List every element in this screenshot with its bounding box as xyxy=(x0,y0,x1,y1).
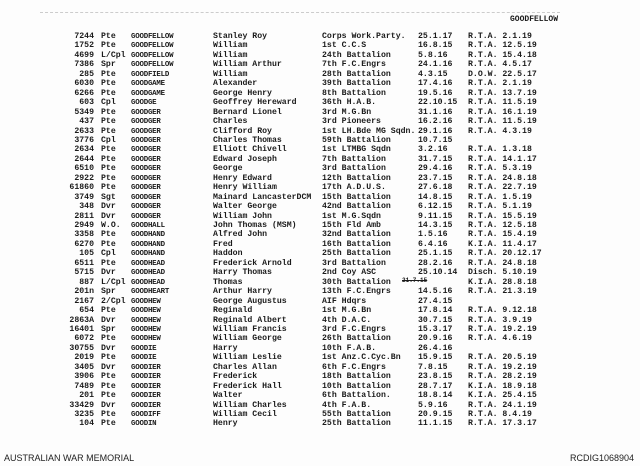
given-names: William Charles xyxy=(213,400,287,410)
surname: GOODIE xyxy=(131,354,157,363)
service-number: 6511 xyxy=(74,258,94,268)
given-names: Charles xyxy=(213,117,248,127)
rank: Dvr xyxy=(101,202,116,212)
unit: 2nd Coy ASC xyxy=(322,268,377,278)
fate: K.I.A. 18.9.18 xyxy=(468,381,537,391)
given-names: William George xyxy=(213,334,282,344)
unit: 32nd Battalion xyxy=(322,230,391,240)
fate: R.T.A. 3.9.19 xyxy=(468,315,532,325)
fate: R.T.A. 15.4.18 xyxy=(468,50,537,60)
service-number: 603 xyxy=(79,98,94,108)
unit: 42nd Battalion xyxy=(322,202,391,212)
given-names: Alfred John xyxy=(213,230,268,240)
given-names: William xyxy=(213,69,248,79)
fate: R.T.A. 17.3.17 xyxy=(468,419,537,429)
unit: 3rd Battalion xyxy=(322,258,386,268)
service-number: 887 xyxy=(79,277,94,287)
rank: Pte xyxy=(101,32,116,41)
given-names: William xyxy=(213,41,248,51)
rank: Spr xyxy=(101,60,116,70)
surname: GOODHEW xyxy=(131,316,161,325)
fate: R.T.A. 12.5.18 xyxy=(468,221,537,230)
given-names: Thomas xyxy=(213,277,243,287)
surname: GOODIE xyxy=(131,344,157,353)
service-number: 201 xyxy=(79,391,94,401)
unit: 15th Battalion xyxy=(322,192,391,202)
enlistment-date: 28.2.16 xyxy=(418,258,453,268)
unit: 10th F.A.B. xyxy=(322,343,377,353)
unit: 4th D.A.C. xyxy=(322,315,372,325)
unit: 7th F.C.Engrs xyxy=(322,60,386,70)
enlistment-date: 17.8.14 xyxy=(418,306,453,316)
service-number: 6266 xyxy=(74,88,94,98)
unit: 3rd Pioneers xyxy=(322,117,381,127)
given-names: Haddon xyxy=(213,249,243,259)
rank: Pte xyxy=(101,145,116,155)
given-names: Reginald Albert xyxy=(213,315,287,325)
fate: D.O.W. 22.5.17 xyxy=(468,69,537,79)
surname: GOODIER xyxy=(131,373,161,382)
unit: 6th Battalion. xyxy=(322,391,391,401)
given-names: Harry Thomas xyxy=(213,268,272,278)
enlistment-date: 22.10.15 xyxy=(418,98,458,108)
given-names: Mainard LancasterDCM xyxy=(213,192,312,202)
fate: R.T.A. 1.3.18 xyxy=(468,145,532,155)
enlistment-date: 5.8.16 xyxy=(418,50,448,60)
given-names: George Augustus xyxy=(213,296,287,306)
rank: Dvr xyxy=(101,268,116,278)
surname: GOODHEAD xyxy=(131,259,165,268)
fate: R.T.A. 2.1.19 xyxy=(468,79,532,89)
given-names: Stanley Roy xyxy=(213,32,268,41)
unit: 13th F.C.Engrs xyxy=(322,287,391,297)
rank: Pte xyxy=(101,69,116,79)
enlistment-date: 5.9.16 xyxy=(418,400,448,410)
service-number: 5349 xyxy=(74,107,94,117)
surname: GOODGAME xyxy=(131,89,165,98)
rank: Pte xyxy=(101,239,116,249)
unit: 59th Battalion xyxy=(322,135,391,145)
service-number: 61860 xyxy=(69,183,94,193)
given-names: Frederick xyxy=(213,372,258,382)
fate: R.T.A. 9.12.18 xyxy=(468,306,537,316)
surname: GOODIER xyxy=(131,392,161,401)
fate: R.T.A. 24.1.19 xyxy=(468,400,537,410)
service-number: 348 xyxy=(79,202,94,212)
enlistment-date: 28.7.17 xyxy=(418,381,453,391)
service-number: 2811 xyxy=(74,211,94,221)
given-names: William Cecil xyxy=(213,410,277,419)
fate: R.T.A. 15.4.19 xyxy=(468,230,537,240)
surname: GOODGER xyxy=(131,165,161,174)
rank: Pte xyxy=(101,258,116,268)
enlistment-date: 7.8.15 xyxy=(418,362,448,372)
rank: Pte xyxy=(101,41,116,51)
service-number: 16401 xyxy=(69,324,94,334)
unit: 1st M.G.Sqdn xyxy=(322,211,381,221)
given-names: Alexander xyxy=(213,79,258,89)
given-names: William Arthur xyxy=(213,60,282,70)
rank: Dvr xyxy=(101,343,116,353)
unit: 17th A.D.U.S. xyxy=(322,183,386,193)
fate: R.T.A. 13.7.19 xyxy=(468,88,537,98)
enlistment-date: 15.9.15 xyxy=(418,353,453,363)
rank: Pte xyxy=(101,419,116,429)
surname: GOODGER xyxy=(131,146,161,155)
enlistment-date: 29.1.16 xyxy=(418,126,453,136)
unit: 1st LH.Bde MG Sqdn. xyxy=(322,126,416,136)
fate: R.T.A. 4.5.17 xyxy=(468,60,532,70)
enlistment-date: 18.8.14 xyxy=(418,391,453,401)
rank: Pte xyxy=(101,230,116,240)
fate: R.T.A. 20.5.19 xyxy=(468,353,537,363)
enlistment-date: 9.11.15 xyxy=(418,211,453,221)
service-number: 7489 xyxy=(74,381,94,391)
given-names: George xyxy=(213,164,243,174)
rank: Pte xyxy=(101,88,116,98)
given-names: Frederick Arnold xyxy=(213,258,292,268)
rank: 2/Cpl xyxy=(101,296,126,306)
enlistment-date: 25.10.14 xyxy=(418,268,458,278)
fate: R.T.A. 4.6.19 xyxy=(468,334,532,344)
given-names: John Thomas (MSM) xyxy=(213,221,297,230)
service-number: 7244 xyxy=(74,32,94,41)
service-number: 437 xyxy=(79,117,94,127)
unit: 15th Fld Amb xyxy=(322,221,381,230)
enlistment-date: 21.7.15 xyxy=(402,276,428,284)
service-number: 30755 xyxy=(69,343,94,353)
surname: GOODFELLOW xyxy=(131,61,174,70)
fate: R.T.A. 28.2.19 xyxy=(468,372,537,382)
rank: Pte xyxy=(101,117,116,127)
unit: 4th F.A.B. xyxy=(322,400,372,410)
service-number: 4699 xyxy=(74,50,94,60)
service-number: 3358 xyxy=(74,230,94,240)
given-names: William Francis xyxy=(213,324,287,334)
given-names: Reginald xyxy=(213,306,253,316)
given-names: William John xyxy=(213,211,272,221)
unit: 28th Battalion xyxy=(322,69,391,79)
surname: GOODHEAD xyxy=(131,278,165,287)
enlistment-date: 3.2.16 xyxy=(418,145,448,155)
rank: Pte xyxy=(101,334,116,344)
rank: Pte xyxy=(101,410,116,419)
unit: AIF Hdqrs xyxy=(322,296,367,306)
service-number: 2644 xyxy=(74,154,94,164)
fate: R.T.A. 11.5.19 xyxy=(468,98,537,108)
rank: Pte xyxy=(101,372,116,382)
fate: Disch. 5.10.19 xyxy=(468,268,537,278)
rank: Pte xyxy=(101,381,116,391)
service-number: 2922 xyxy=(74,173,94,183)
service-number: 105 xyxy=(79,249,94,259)
service-number: 2949 xyxy=(74,221,94,230)
service-number: 6270 xyxy=(74,239,94,249)
fate: K.I.A. 28.8.18 xyxy=(468,277,537,287)
fate: R.T.A. 22.7.19 xyxy=(468,183,537,193)
surname: GOODHEAD xyxy=(131,269,165,278)
enlistment-date: 14.3.15 xyxy=(418,221,453,230)
footer-institution: AUSTRALIAN WAR MEMORIAL xyxy=(4,453,135,463)
surname: GOODFELLOW xyxy=(131,33,174,41)
service-number: 2634 xyxy=(74,145,94,155)
surname: GOODFIELD xyxy=(131,70,170,79)
unit: 25th Battalion xyxy=(322,419,391,429)
surname: GOODHEW xyxy=(131,325,161,334)
enlistment-date: 6.12.15 xyxy=(418,202,453,212)
unit: 1st C.C.S xyxy=(322,41,367,51)
surname: GOODIER xyxy=(131,401,161,410)
surname: GOODIER xyxy=(131,382,161,391)
unit: 1st LTMBG Sqdn xyxy=(322,145,391,155)
surname: GOODGER xyxy=(131,155,161,164)
enlistment-date: 30.7.15 xyxy=(418,315,453,325)
enlistment-date: 20.9.15 xyxy=(418,410,453,419)
rank: Dvr xyxy=(101,400,116,410)
unit: 8th Battalion xyxy=(322,88,386,98)
footer-id: RCDIG1068904 xyxy=(569,453,634,463)
given-names: Geoffrey Hereward xyxy=(213,98,297,108)
enlistment-date: 16.2.16 xyxy=(418,117,453,127)
unit: Corps Work.Party. xyxy=(322,32,406,41)
given-names: Henry Edward xyxy=(213,173,272,183)
enlistment-date: 20.9.16 xyxy=(418,334,453,344)
given-names: William Leslie xyxy=(213,353,282,363)
unit: 16th Battalion xyxy=(322,239,391,249)
unit: 6th F.C.Engrs xyxy=(322,362,386,372)
rank: Spr xyxy=(101,287,116,297)
rank: Pte xyxy=(101,79,116,89)
given-names: Henry xyxy=(213,419,238,429)
enlistment-date: 16.8.15 xyxy=(418,41,453,51)
given-names: Clifford Roy xyxy=(213,126,272,136)
rank: Sgt xyxy=(101,192,116,202)
rank: Dvr xyxy=(101,211,116,221)
surname: GOODHALL xyxy=(131,222,165,230)
surname: GOODIN xyxy=(131,420,157,429)
service-number: 285 xyxy=(79,69,94,79)
fate: R.T.A. 5.3.19 xyxy=(468,164,532,174)
enlistment-date: 27.6.18 xyxy=(418,183,453,193)
surname: GOODGE xyxy=(131,99,157,108)
given-names: Charles Allan xyxy=(213,362,277,372)
fate: R.T.A. 15.5.19 xyxy=(468,211,537,221)
divider xyxy=(40,12,560,13)
rank: Pte xyxy=(101,306,116,316)
enlistment-date: 31.7.15 xyxy=(418,154,453,164)
given-names: Charles Thomas xyxy=(213,135,282,145)
fate: R.T.A. 5.1.19 xyxy=(468,202,532,212)
fate: R.T.A. 2.1.19 xyxy=(468,32,532,41)
service-number: 2019 xyxy=(74,353,94,363)
fate: R.T.A. 8.4.19 xyxy=(468,410,532,419)
enlistment-date: 31.1.16 xyxy=(418,107,453,117)
given-names: Fred xyxy=(213,239,233,249)
surname: GOODIFF xyxy=(131,411,161,419)
service-number: 33429 xyxy=(69,400,94,410)
given-names: George Henry xyxy=(213,88,272,98)
service-number: 5715 xyxy=(74,268,94,278)
rank: W.O. xyxy=(101,221,121,230)
unit: 3rd F.C.Engrs xyxy=(322,324,386,334)
rank: L/Cpl xyxy=(101,277,126,287)
fate: R.T.A. 12.5.19 xyxy=(468,41,537,51)
enlistment-date: 17.4.16 xyxy=(418,79,453,89)
given-names: Elliott Chivell xyxy=(213,145,287,155)
fate: R.T.A. 20.12.17 xyxy=(468,249,542,259)
service-number: 1752 xyxy=(74,41,94,51)
fate: R.T.A. 11.5.19 xyxy=(468,117,537,127)
surname: GOODHAND xyxy=(131,240,165,249)
fate: R.T.A. 16.1.19 xyxy=(468,107,537,117)
fate: R.T.A. 24.8.18 xyxy=(468,173,537,183)
given-names: Frederick Hall xyxy=(213,381,282,391)
enlistment-date: 25.1.17 xyxy=(418,32,453,41)
service-number: 2633 xyxy=(74,126,94,136)
enlistment-date: 11.1.15 xyxy=(418,419,453,429)
unit: 1st Anz.C.Cyc.Bn xyxy=(322,353,401,363)
fate: R.T.A. 14.1.17 xyxy=(468,154,537,164)
surname: GOODHAND xyxy=(131,231,165,240)
page-heading: GOODFELLOW xyxy=(510,15,559,24)
surname: GOODGER xyxy=(131,184,161,193)
surname: GOODHEW xyxy=(131,307,161,316)
rank: Dvr xyxy=(101,315,116,325)
given-names: William xyxy=(213,50,248,60)
enlistment-date: 4.3.15 xyxy=(418,69,448,79)
fate: R.T.A. 19.2.19 xyxy=(468,324,537,334)
fate: R.T.A. 4.3.19 xyxy=(468,126,532,136)
rank: Pte xyxy=(101,353,116,363)
unit: 26th Battalion xyxy=(322,334,391,344)
unit: 7th Battalion xyxy=(322,154,386,164)
rank: Pte xyxy=(101,154,116,164)
rank: Pte xyxy=(101,183,116,193)
enlistment-date: 14.5.16 xyxy=(418,287,453,297)
surname: GOODGER xyxy=(131,118,161,127)
surname: GOODGER xyxy=(131,108,161,117)
fate: R.T.A. 1.5.19 xyxy=(468,192,532,202)
enlistment-date: 23.7.15 xyxy=(418,173,453,183)
service-number: 6072 xyxy=(74,334,94,344)
rank: Pte xyxy=(101,107,116,117)
rank: Cpl xyxy=(101,98,116,108)
given-names: Walter George xyxy=(213,202,277,212)
surname: GOODGER xyxy=(131,136,161,145)
rank: Dvr xyxy=(101,362,116,372)
unit: 18th Battalion xyxy=(322,372,391,382)
rank: Pte xyxy=(101,164,116,174)
service-number: 3749 xyxy=(74,192,94,202)
surname: GOODIER xyxy=(131,363,161,372)
given-names: Arthur Harry xyxy=(213,287,272,297)
surname: GOODHAND xyxy=(131,250,165,259)
unit: 3rd Battalion xyxy=(322,164,386,174)
unit: 10th Battalion xyxy=(322,381,391,391)
enlistment-date: 25.1.15 xyxy=(418,249,453,259)
surname: GOODFELLOW xyxy=(131,42,174,51)
unit: 30th Battalion xyxy=(322,277,391,287)
rank: Pte xyxy=(101,391,116,401)
fate: K.I.A. 11.4.17 xyxy=(468,239,537,249)
surname: GOODGER xyxy=(131,127,161,136)
unit: 12th Battalion xyxy=(322,173,391,183)
rank: Cpl xyxy=(101,135,116,145)
service-number: 6510 xyxy=(74,164,94,174)
service-number: 3235 xyxy=(74,410,94,419)
unit: 1st M.G.Bn xyxy=(322,306,372,316)
surname: GOODGAME xyxy=(131,80,165,89)
enlistment-date: 29.4.16 xyxy=(418,164,453,174)
surname: GOODHEW xyxy=(131,297,161,306)
enlistment-date: 15.3.17 xyxy=(418,324,453,334)
unit: 3rd M.G.Bn xyxy=(322,107,372,117)
enlistment-date: 6.4.16 xyxy=(418,239,448,249)
enlistment-date: 26.4.16 xyxy=(418,343,453,353)
surname: GOODGER xyxy=(131,203,161,212)
service-number: 201n xyxy=(74,287,94,297)
service-number: 654 xyxy=(79,306,94,316)
given-names: Edward Joseph xyxy=(213,154,277,164)
rank: Pte xyxy=(101,173,116,183)
enlistment-date: 1.5.16 xyxy=(418,230,448,240)
fate: R.T.A. 21.3.19 xyxy=(468,287,537,297)
service-number: 3776 xyxy=(74,135,94,145)
surname: GOODGER xyxy=(131,174,161,183)
enlistment-date: 14.8.15 xyxy=(418,192,453,202)
enlistment-date: 19.5.16 xyxy=(418,88,453,98)
service-number: 7386 xyxy=(74,60,94,70)
fate: R.T.A. 19.2.19 xyxy=(468,362,537,372)
surname: GOODGER xyxy=(131,212,161,221)
fate: R.T.A. 24.8.18 xyxy=(468,258,537,268)
surname: GOODHEART xyxy=(131,288,170,297)
unit: 24th Battalion xyxy=(322,50,391,60)
enlistment-date: 24.1.16 xyxy=(418,60,453,70)
rank: Spr xyxy=(101,324,116,334)
rank: L/Cpl xyxy=(101,50,126,60)
given-names: Harry xyxy=(213,343,238,353)
service-number: 2863A xyxy=(69,315,94,325)
rank: Cpl xyxy=(101,249,116,259)
given-names: Walter xyxy=(213,391,243,401)
enlistment-date: 23.8.15 xyxy=(418,372,453,382)
given-names: Bernard Lionel xyxy=(213,107,282,117)
unit: 39th Battalion xyxy=(322,79,391,89)
surname: GOODGER xyxy=(131,193,161,202)
unit: 25th Battalion xyxy=(322,249,391,259)
fate: K.I.A. 25.4.15 xyxy=(468,391,537,401)
service-number: 6030 xyxy=(74,79,94,89)
service-number: 3405 xyxy=(74,362,94,372)
enlistment-date: 10.7.15 xyxy=(418,135,453,145)
service-number: 104 xyxy=(79,419,94,429)
surname: GOODFELLOW xyxy=(131,51,174,60)
given-names: Henry William xyxy=(213,183,277,193)
unit: 55th Battalion xyxy=(322,410,391,419)
enlistment-date: 27.4.15 xyxy=(418,296,453,306)
surname: GOODHEW xyxy=(131,335,161,344)
service-number: 3906 xyxy=(74,372,94,382)
service-number: 2167 xyxy=(74,296,94,306)
rank: Pte xyxy=(101,126,116,136)
unit: 36th H.A.B. xyxy=(322,98,377,108)
